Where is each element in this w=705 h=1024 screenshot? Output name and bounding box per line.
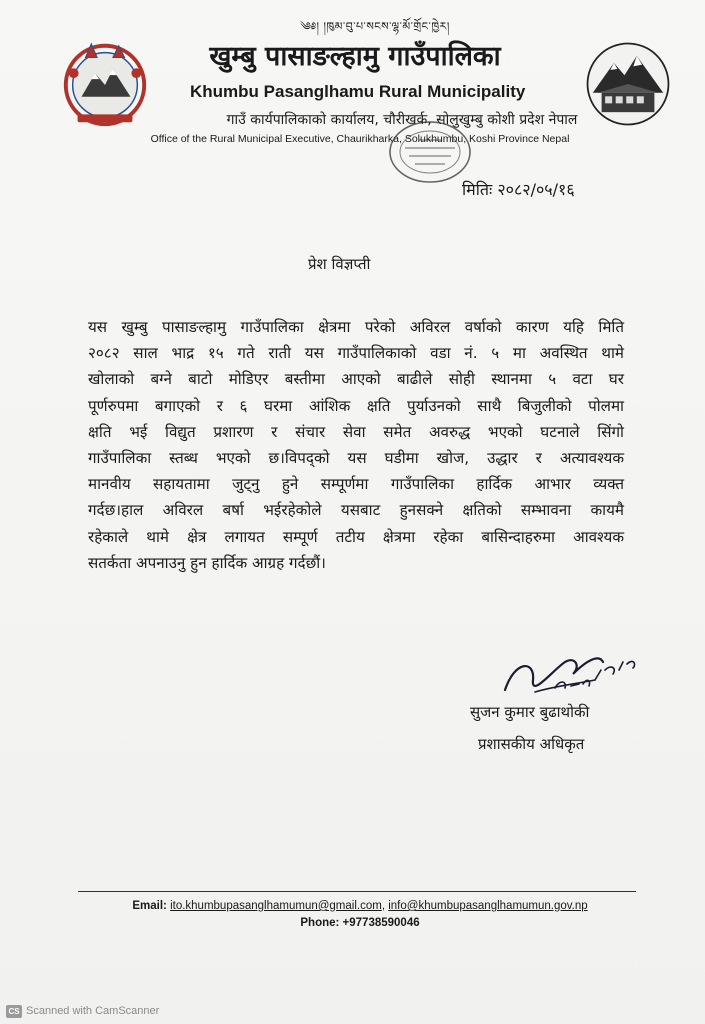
email-link-primary[interactable]: ito.khumbupasanglhamumun@gmail.com [170, 900, 382, 912]
watermark-text: Scanned with CamScanner [26, 1005, 160, 1017]
body-line: पूर्णरुपमा बगाएको र ६ घरमा आंशिक क्षति पुर्याउनको साथै बिजुलीको पोलमा [88, 396, 624, 415]
footer-divider [78, 891, 636, 892]
letter-date [462, 178, 642, 200]
body-line: खोलाको बग्ने बाटो मोडिएर बस्तीमा आएको बाढीले सोही स्थानमा ५ वटा घर [88, 370, 624, 389]
body-line: २०८२ साल भाद्र १५ गते राती यस गाउँपालिकाको वडा नं. ५ मा अवस्थित थामे [88, 344, 624, 363]
body-line: मानवीय सहायतामा जुट्नु हुने सम्पूर्णमा गाउँपालिका हार्दिक आभार व्यक्त [88, 475, 624, 494]
scanner-watermark [6, 1003, 159, 1019]
tibetan-header-line: ༄༅། །ཁུམ་བུ་པ་སངས་ལྷ་མོ་གྲོང་ཁྱེར། [300, 20, 450, 33]
date-value: २०८२/०५/१६ [497, 180, 575, 199]
date-label: मितिः [462, 180, 493, 199]
email-link-secondary[interactable]: info@khumbupasanglhamumun.gov.np [388, 900, 588, 912]
signatory-name: सुजन कुमार बुढाथोकी [470, 703, 590, 721]
municipality-title-nepali: खुम्बु पासाङल्हामु गाउँपालिका [209, 41, 501, 72]
body-line: क्षति भई विद्युत प्रशारण र संचार सेवा समेत अवरुद्ध भएको घटनाले सिंगो [88, 422, 624, 441]
notice-title: प्रेश विज्ञप्ती [308, 255, 371, 273]
mountain-municipality-emblem-icon [583, 40, 673, 128]
body-line: रहेकाले थामे क्षेत्र लगायत सम्पूर्ण तटीय क्षेत्रमा रहेका बासिन्दाहरुमा आवश्यक [88, 527, 624, 546]
body-line: यस खुम्बु पासाङल्हामु गाउँपालिका क्षेत्रमा परेको अविरल वर्षाको कारण यहि मिति [88, 318, 624, 336]
signatory-title: प्रशासकीय अधिकृत [478, 735, 585, 753]
footer-email-line [60, 900, 660, 912]
office-address-nepali: गाउँ कार्यपालिकाको कार्यालय, चौरीखर्क, सोलुखुम्बु कोशी प्रदेश नेपाल [226, 112, 578, 128]
email-separator: , [381, 900, 386, 912]
body-line: सतर्कता अपनाउनु हुन हार्दिक आग्रह गर्दछौं। [88, 553, 326, 572]
municipality-title-english: Khumbu Pasanglhamu Rural Municipality [190, 82, 526, 101]
office-address-english: Office of the Rural Municipal Executive, Chaurikharka, Solukhumbu, Koshi Province Nepal [150, 133, 570, 145]
nepal-government-emblem-icon [56, 34, 154, 132]
body-line: गाउँपालिका स्तब्ध भएको छ।विपद्को यस घडीमा खोज, उद्धार र अत्यावश्यक [88, 449, 624, 468]
email-label: Email: [132, 900, 167, 912]
notice-body [88, 314, 624, 576]
round-office-stamp-icon [385, 118, 475, 186]
camscanner-logo-icon: CS [6, 1005, 22, 1018]
body-line: गर्दछ।हाल अविरल बर्षा भईरहेकोले यसबाट हुनसक्ने क्षतिको सम्भावना कायमै [88, 501, 624, 520]
footer-phone: Phone: +97738590046 [300, 917, 420, 929]
